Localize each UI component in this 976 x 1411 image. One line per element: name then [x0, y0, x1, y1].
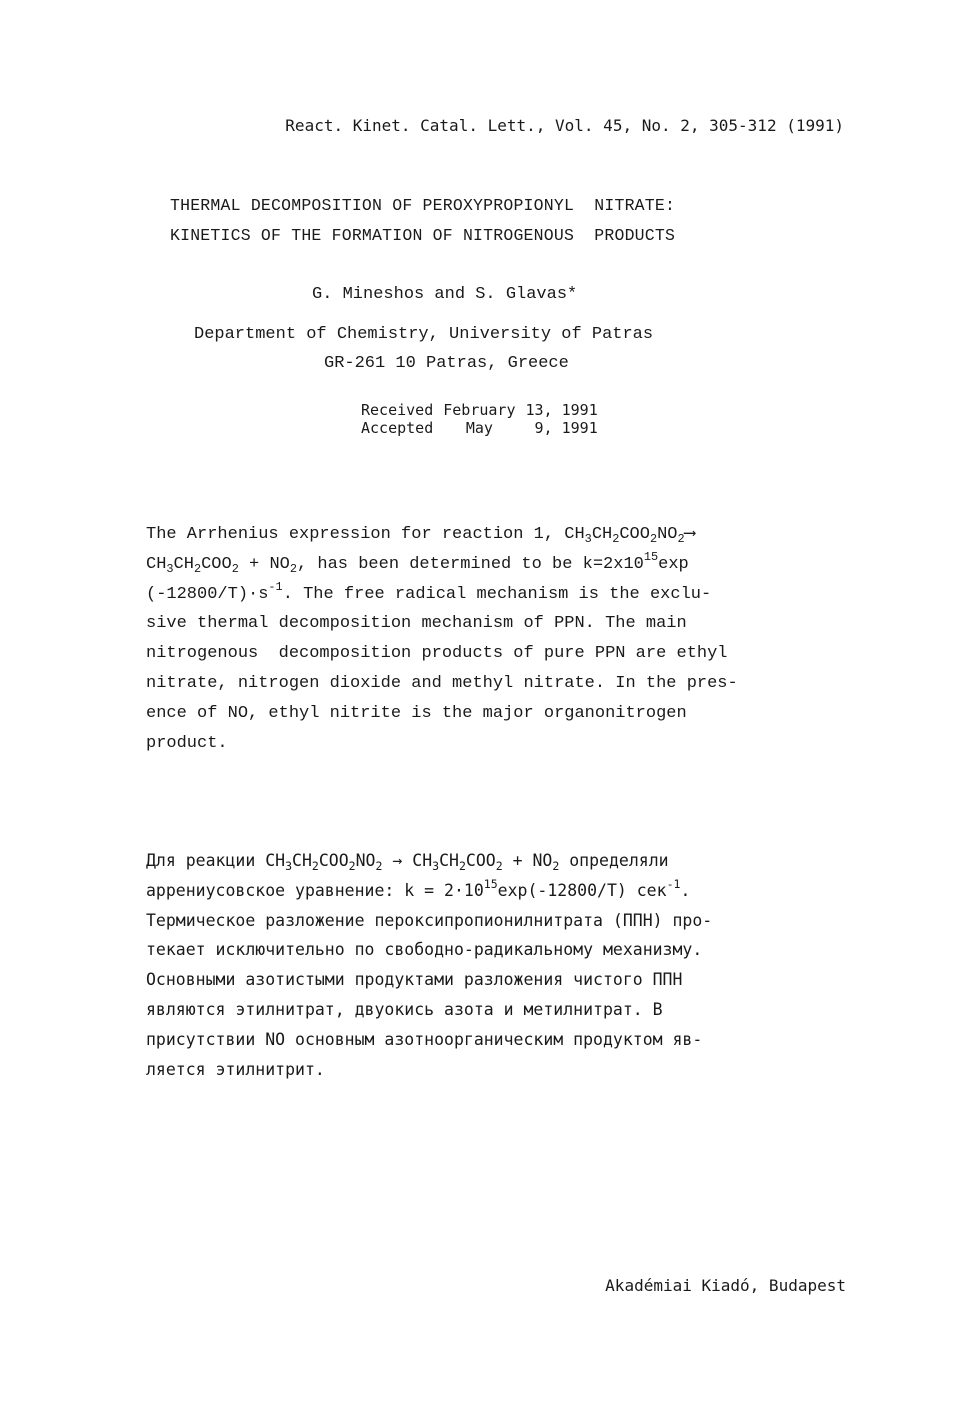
abstract-ru-line-1: Для реакции $CH_3CH_2COO_2NO_2 \to CH_3CH_2COO_2 + NO_2$ определяли — [146, 851, 669, 874]
abstract-english — [146, 520, 846, 758]
text: аррениусовское уравнение: k = 2·10 — [146, 880, 484, 900]
abstract-ru-line-8: ляется этилнитрит. — [146, 1059, 325, 1079]
abstract-en-line-7: ence of NO, ethyl nitrite is the major organonitrogen — [146, 703, 687, 723]
received-month: February — [443, 401, 516, 419]
text: Для реакции CH — [146, 851, 286, 870]
accepted-label: Accepted — [361, 419, 434, 437]
abstract-en-line-2: $CH_3CH_2COO_2 + NO_2$, has been determined to be $k=2x10^{15}\exp$ — [146, 550, 689, 576]
journal-citation: React. Kinet. Catal. Lett., Vol. 45, No. 2, 305-312 (1991) — [285, 116, 844, 135]
abstract-en-line-8: product. — [146, 733, 228, 753]
text: The Arrhenius expression for reaction 1, CH — [146, 525, 585, 544]
paper-title-line-1: THERMAL DECOMPOSITION OF PEROXYPROPIONYL NITRATE: — [170, 196, 676, 215]
abstract-en-line-3: $(-12800/T)\cdot s^{-1}$. The free radical mechanism is the exclu- — [146, 579, 712, 604]
received-label: Received — [361, 401, 434, 419]
abstract-ru-line-6: являются этилнитрат, двуокись азота и метилнитрат. В — [146, 999, 663, 1019]
abstract-en-line-4: sive thermal decomposition mechanism of PPN. The main — [146, 614, 687, 634]
paper-title-line-2: KINETICS OF THE FORMATION OF NITROGENOUS PRODUCTS — [170, 226, 676, 245]
abstract-ru-line-2: аррениусовское уравнение: $k = 2\cdot 10^{15}\exp(-12800/T)$ сек$^{-1}$. — [146, 877, 691, 900]
dates-block — [361, 401, 598, 437]
accepted-day: 9, 1991 — [534, 419, 598, 437]
text: exp(-12800/T) сек — [497, 880, 667, 900]
abstract-en-line-1: The Arrhenius expression for reaction 1, $CH_3CH_2COO_2NO_2⟶$ — [146, 525, 695, 547]
received-day: 13, 1991 — [525, 401, 598, 419]
text: (-12800/T)·s — [146, 584, 269, 604]
address: GR-261 10 Patras, Greece — [324, 354, 569, 373]
abstract-en-line-5: nitrogenous decomposition products of pure PPN are ethyl — [146, 644, 728, 664]
received-row — [361, 401, 598, 419]
accepted-row — [361, 419, 598, 437]
abstract-ru-line-5: Основными азотистыми продуктами разложения чистого ППН — [146, 970, 683, 990]
abstract-ru-line-4: текает исключительно по свободно-радикальному механизму. — [146, 940, 703, 960]
accepted-month: May — [465, 419, 493, 437]
publisher: Akadémiai Kiadó, Budapest — [605, 1276, 846, 1295]
text: определяли — [559, 851, 669, 870]
abstract-ru-line-7: присутствии NO основным азотноорганическим продуктом яв- — [146, 1029, 703, 1049]
abstract-russian — [146, 846, 846, 1084]
text: . The free radical mechanism is the exclu- — [282, 584, 712, 604]
abstract-en-line-6: nitrate, nitrogen dioxide and methyl nitrate. In the pres- — [146, 673, 738, 693]
department: Department of Chemistry, University of Patras — [194, 325, 654, 344]
text: exp — [658, 554, 689, 574]
text: , has been determined to be k=2x10 — [297, 554, 644, 574]
authors: G. Mineshos and S. Glavas* — [312, 285, 578, 304]
abstract-ru-line-3: Термическое разложение пероксипропионилнитрата (ППН) про- — [146, 910, 713, 930]
